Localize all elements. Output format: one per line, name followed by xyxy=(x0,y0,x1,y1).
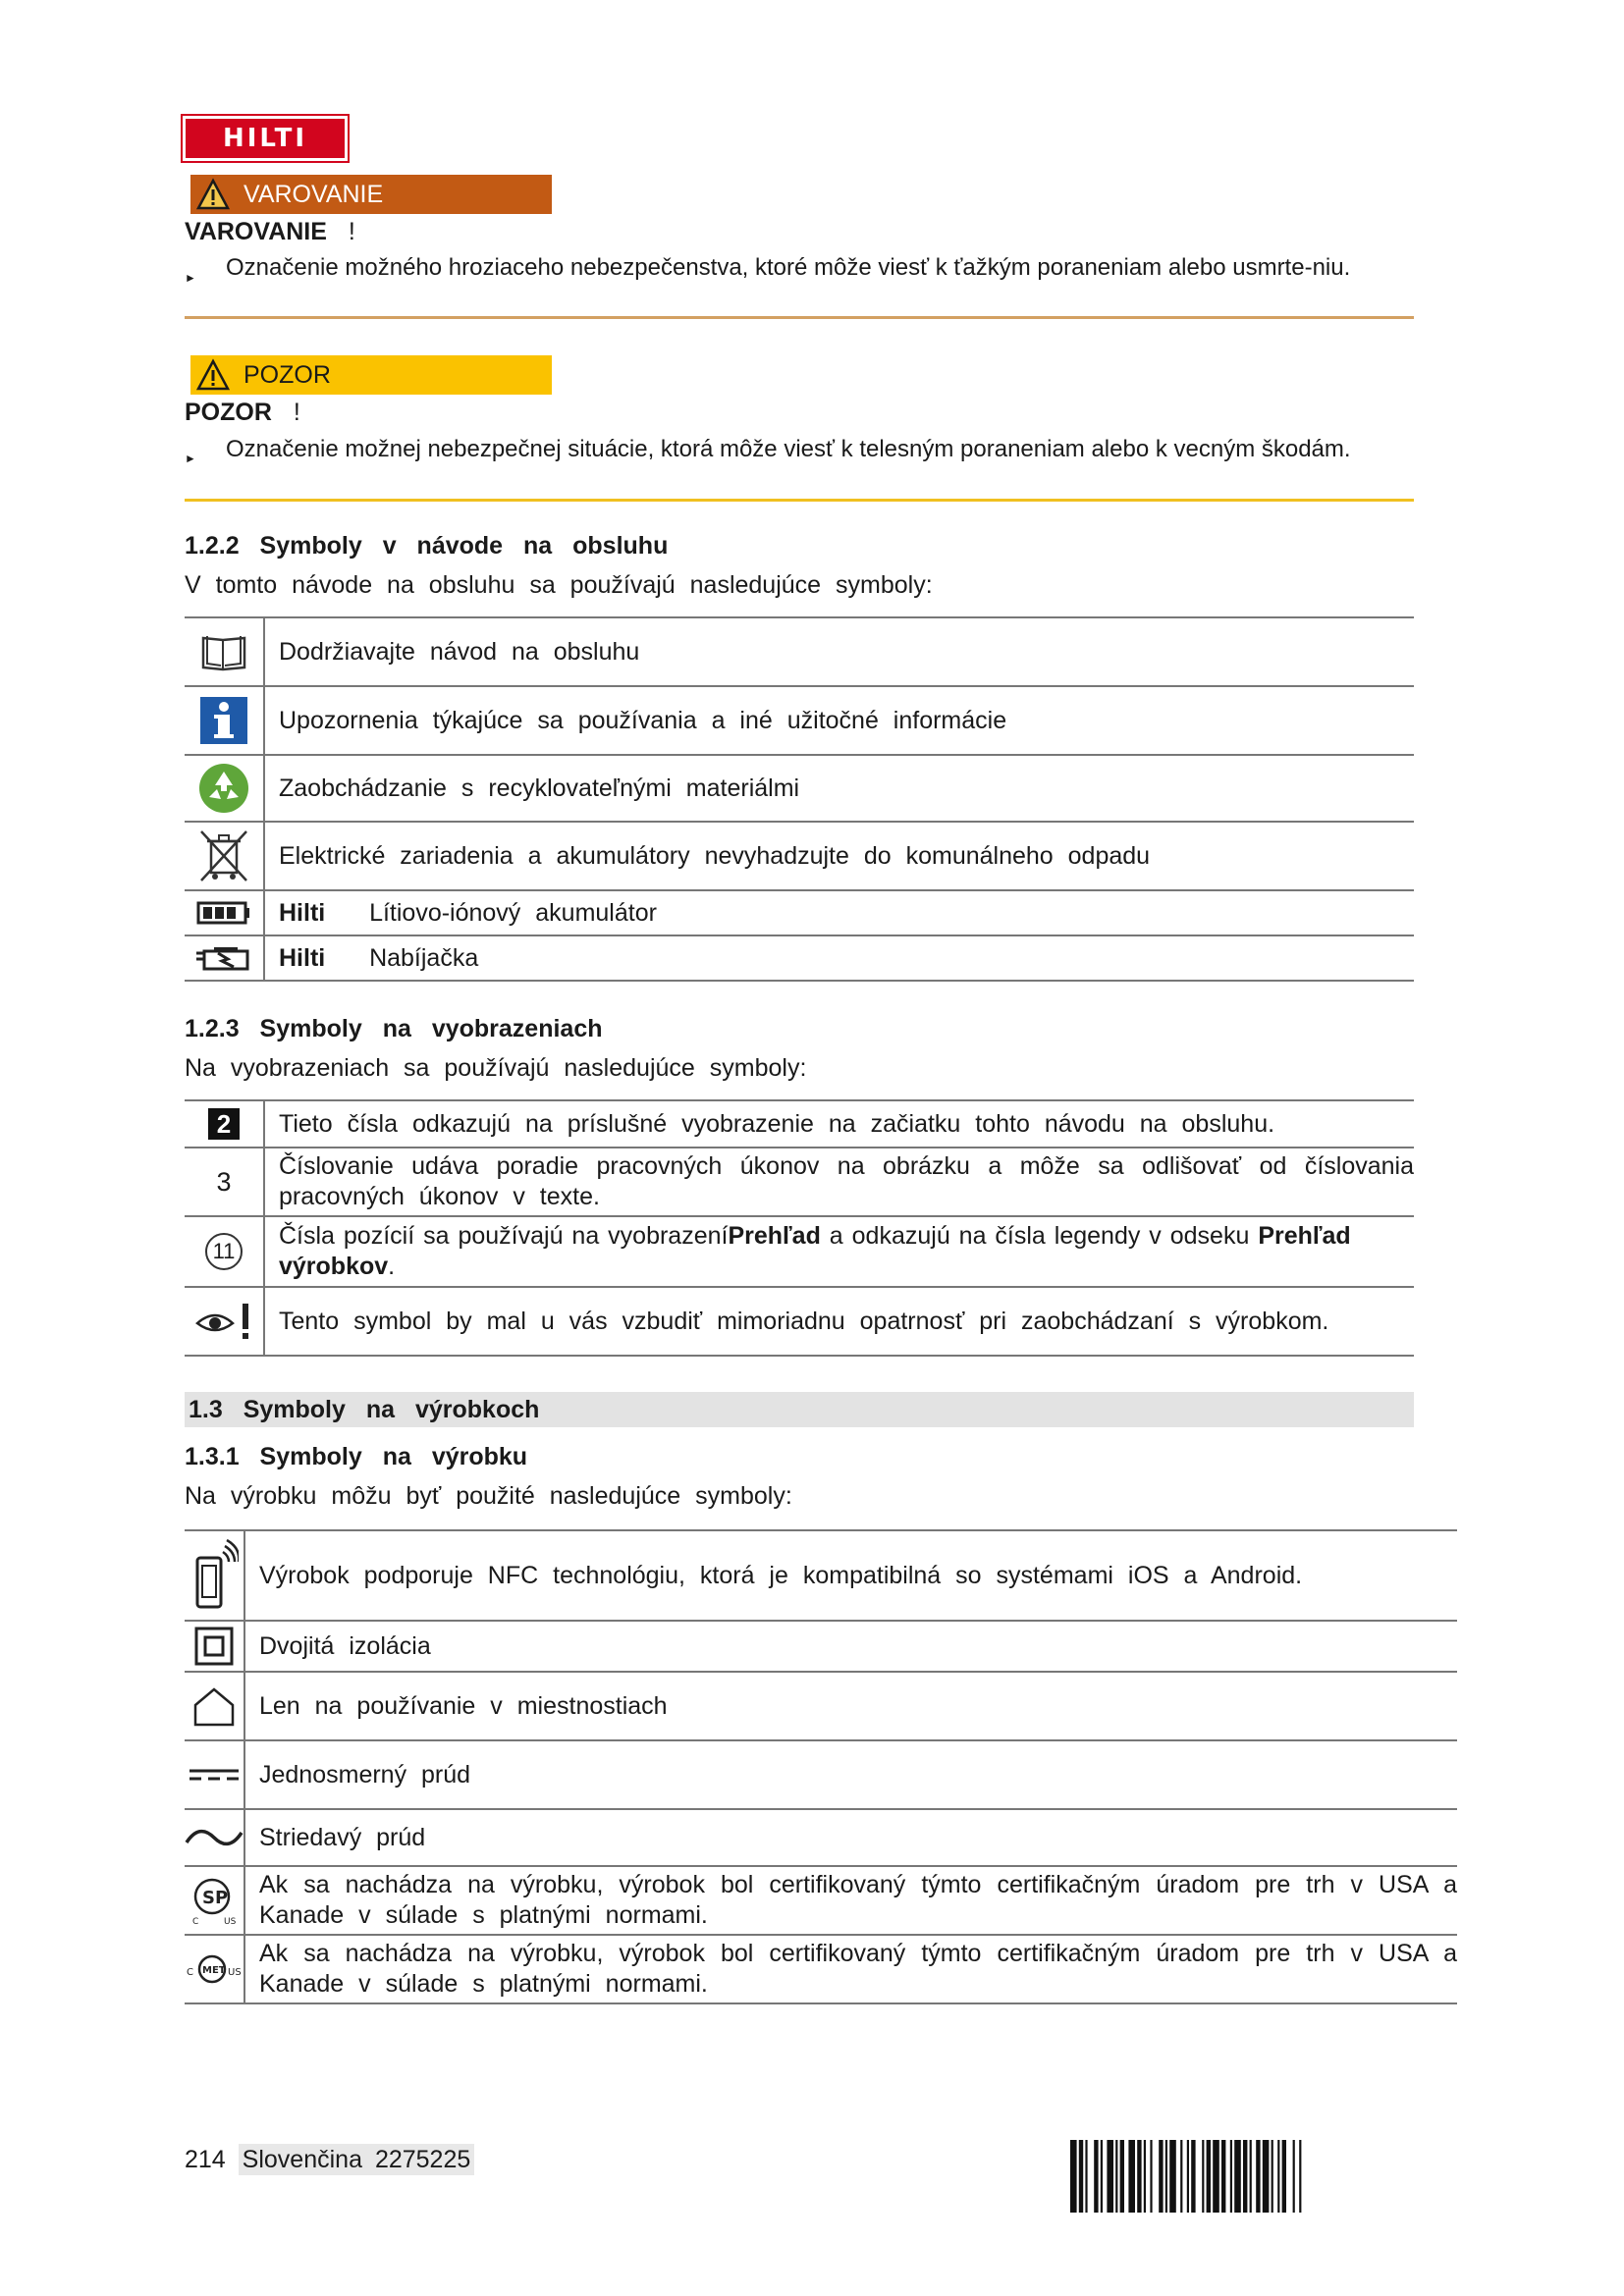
svg-text:MET: MET xyxy=(202,1965,226,1976)
csa-mark-icon xyxy=(190,1875,238,1926)
direct-current-icon xyxy=(188,1765,241,1785)
table-cell-text: Tieto čísla odkazujú na príslušné vyobrazenie na začiatku tohto návodu na obsluhu. xyxy=(264,1100,1414,1148)
indoor-house-icon xyxy=(191,1685,237,1727)
table-row xyxy=(185,1621,1457,1672)
warning-signal-word: VAROVANIE ! xyxy=(185,218,355,245)
met-mark-icon xyxy=(187,1949,242,1989)
double-insulation-icon xyxy=(194,1627,234,1666)
table-cell-text: Čísla pozícií sa používajú na vyobrazeníPrehľad a odkazujú na čísla legendy v odseku Prehľad výrobkov. xyxy=(264,1216,1414,1287)
position-number-icon: 11 xyxy=(205,1233,243,1270)
table-row xyxy=(185,822,1414,890)
table-row xyxy=(185,935,1414,981)
battery-icon xyxy=(196,900,251,926)
hilti-logo: HILTI xyxy=(183,116,348,161)
table-cell-text: Zaobchádzanie s recyklovateľnými materiálmi xyxy=(264,755,1414,822)
table-cell-text: Dodržiavajte návod na obsluhu xyxy=(264,617,1414,686)
warning-text: ► Označenie možného hroziaceho nebezpečenstva, ktoré môže viesť k ťažkým poraneniam alebo usmrte-niu. xyxy=(185,253,1414,314)
table-row xyxy=(185,1100,1414,1148)
svg-text:C: C xyxy=(192,1917,199,1926)
table-cell-text: Ak sa nachádza na výrobku, výrobok bol certifikovaný týmto certifikačným úradom pre trh v USA a Kanade v súlade s platnými normami. xyxy=(244,1935,1457,2003)
table-row xyxy=(185,1866,1457,1935)
table-row xyxy=(185,1935,1457,2003)
step-number-icon: 3 xyxy=(216,1166,232,1197)
svg-text:US: US xyxy=(228,1967,242,1978)
table-cell-text: Striedavý prúd xyxy=(244,1809,1457,1866)
section-123-intro: Na vyobrazeniach sa používajú nasledujúce symboly: xyxy=(185,1054,807,1082)
bullet-arrow-icon: ► xyxy=(185,452,196,465)
table-cell-text: Ak sa nachádza na výrobku, výrobok bol certifikovaný týmto certifikačným úradom pre trh v USA a Kanade v súlade s platnými normami. xyxy=(244,1866,1457,1935)
table-cell-text: Elektrické zariadenia a akumulátory nevyhadzujte do komunálneho odpadu xyxy=(264,822,1414,890)
info-icon xyxy=(198,695,249,746)
table-cell-text: Jednosmerný prúd xyxy=(244,1740,1457,1809)
table-row xyxy=(185,1148,1414,1216)
table-row xyxy=(185,1809,1457,1866)
table-cell-text: Číslovanie udáva poradie pracovných úkonov na obrázku a môže sa odlišovať od číslovania pracovných úkonov v texte. xyxy=(264,1148,1414,1216)
caution-signal-word: POZOR ! xyxy=(185,399,300,426)
caution-banner-label: POZOR xyxy=(244,360,331,389)
alternating-current-icon xyxy=(185,1823,244,1852)
charger-icon xyxy=(194,943,253,973)
svg-text:SP: SP xyxy=(202,1888,229,1908)
page-footer xyxy=(185,2146,474,2174)
recycle-icon xyxy=(197,762,250,815)
table-cell-text: Hilti Lítiovo-iónový akumulátor xyxy=(264,890,1414,935)
table-cell-text: Upozornenia týkajúce sa používania a iné užitočné informácie xyxy=(264,686,1414,755)
caution-text: ► Označenie možnej nebezpečnej situácie, ktorá môže viesť k telesným poraneniam alebo k vecným škodám. xyxy=(185,434,1414,499)
warning-triangle-icon xyxy=(196,178,230,211)
table-row xyxy=(185,1672,1457,1740)
section-122-intro: V tomto návode na obsluhu sa používajú nasledujúce symboly: xyxy=(185,571,933,599)
symbols-figures-table xyxy=(185,1099,1414,1357)
footer-language: Slovenčina 2275225 xyxy=(239,2144,475,2175)
table-cell-text: Dvojitá izolácia xyxy=(244,1621,1457,1672)
bullet-arrow-icon: ► xyxy=(185,271,196,285)
table-cell-text: Tento symbol by mal u vás vzbudiť mimoriadnu opatrnosť pri zaobchádzaní s výrobkom. xyxy=(264,1287,1414,1356)
table-row xyxy=(185,686,1414,755)
caution-rule xyxy=(185,499,1414,502)
table-row xyxy=(185,1287,1414,1356)
figure-number-icon: 2 xyxy=(208,1108,240,1140)
table-row xyxy=(185,617,1414,686)
table-row xyxy=(185,1216,1414,1287)
section-123-heading: 1.2.3 Symboly na vyobrazeniach xyxy=(185,1015,603,1042)
barcode-icon xyxy=(1068,2140,1412,2213)
table-row xyxy=(185,890,1414,935)
section-131-heading: 1.3.1 Symboly na výrobku xyxy=(185,1443,528,1470)
table-row xyxy=(185,755,1414,822)
symbols-manual-table xyxy=(185,616,1414,982)
manual-book-icon xyxy=(199,632,248,671)
table-cell-text: Hilti Nabíjačka xyxy=(264,935,1414,981)
section-13-heading: 1.3 Symboly na výrobkoch xyxy=(189,1396,540,1423)
caution-banner xyxy=(190,355,552,395)
warning-banner xyxy=(190,175,552,214)
svg-text:C: C xyxy=(187,1967,193,1978)
crossed-bin-icon xyxy=(197,828,250,884)
warning-rule xyxy=(185,316,1414,319)
table-row xyxy=(185,1530,1457,1621)
page-number: 214 xyxy=(185,2146,226,2173)
section-131-intro: Na výrobku môžu byť použité nasledujúce symboly: xyxy=(185,1482,792,1510)
section-122-heading: 1.2.2 Symboly v návode na obsluhu xyxy=(185,532,669,560)
nfc-phone-icon xyxy=(189,1538,239,1613)
warning-banner-label: VAROVANIE xyxy=(244,180,384,208)
symbols-product-table xyxy=(185,1529,1457,2004)
table-cell-text: Len na používanie v miestnostiach xyxy=(244,1672,1457,1740)
warning-triangle-icon xyxy=(196,358,230,392)
table-cell-text: Výrobok podporuje NFC technológiu, ktorá je kompatibilná so systémami iOS a Android. xyxy=(244,1530,1457,1621)
table-row xyxy=(185,1740,1457,1809)
eye-attention-icon xyxy=(195,1302,252,1341)
svg-text:US: US xyxy=(224,1917,237,1926)
